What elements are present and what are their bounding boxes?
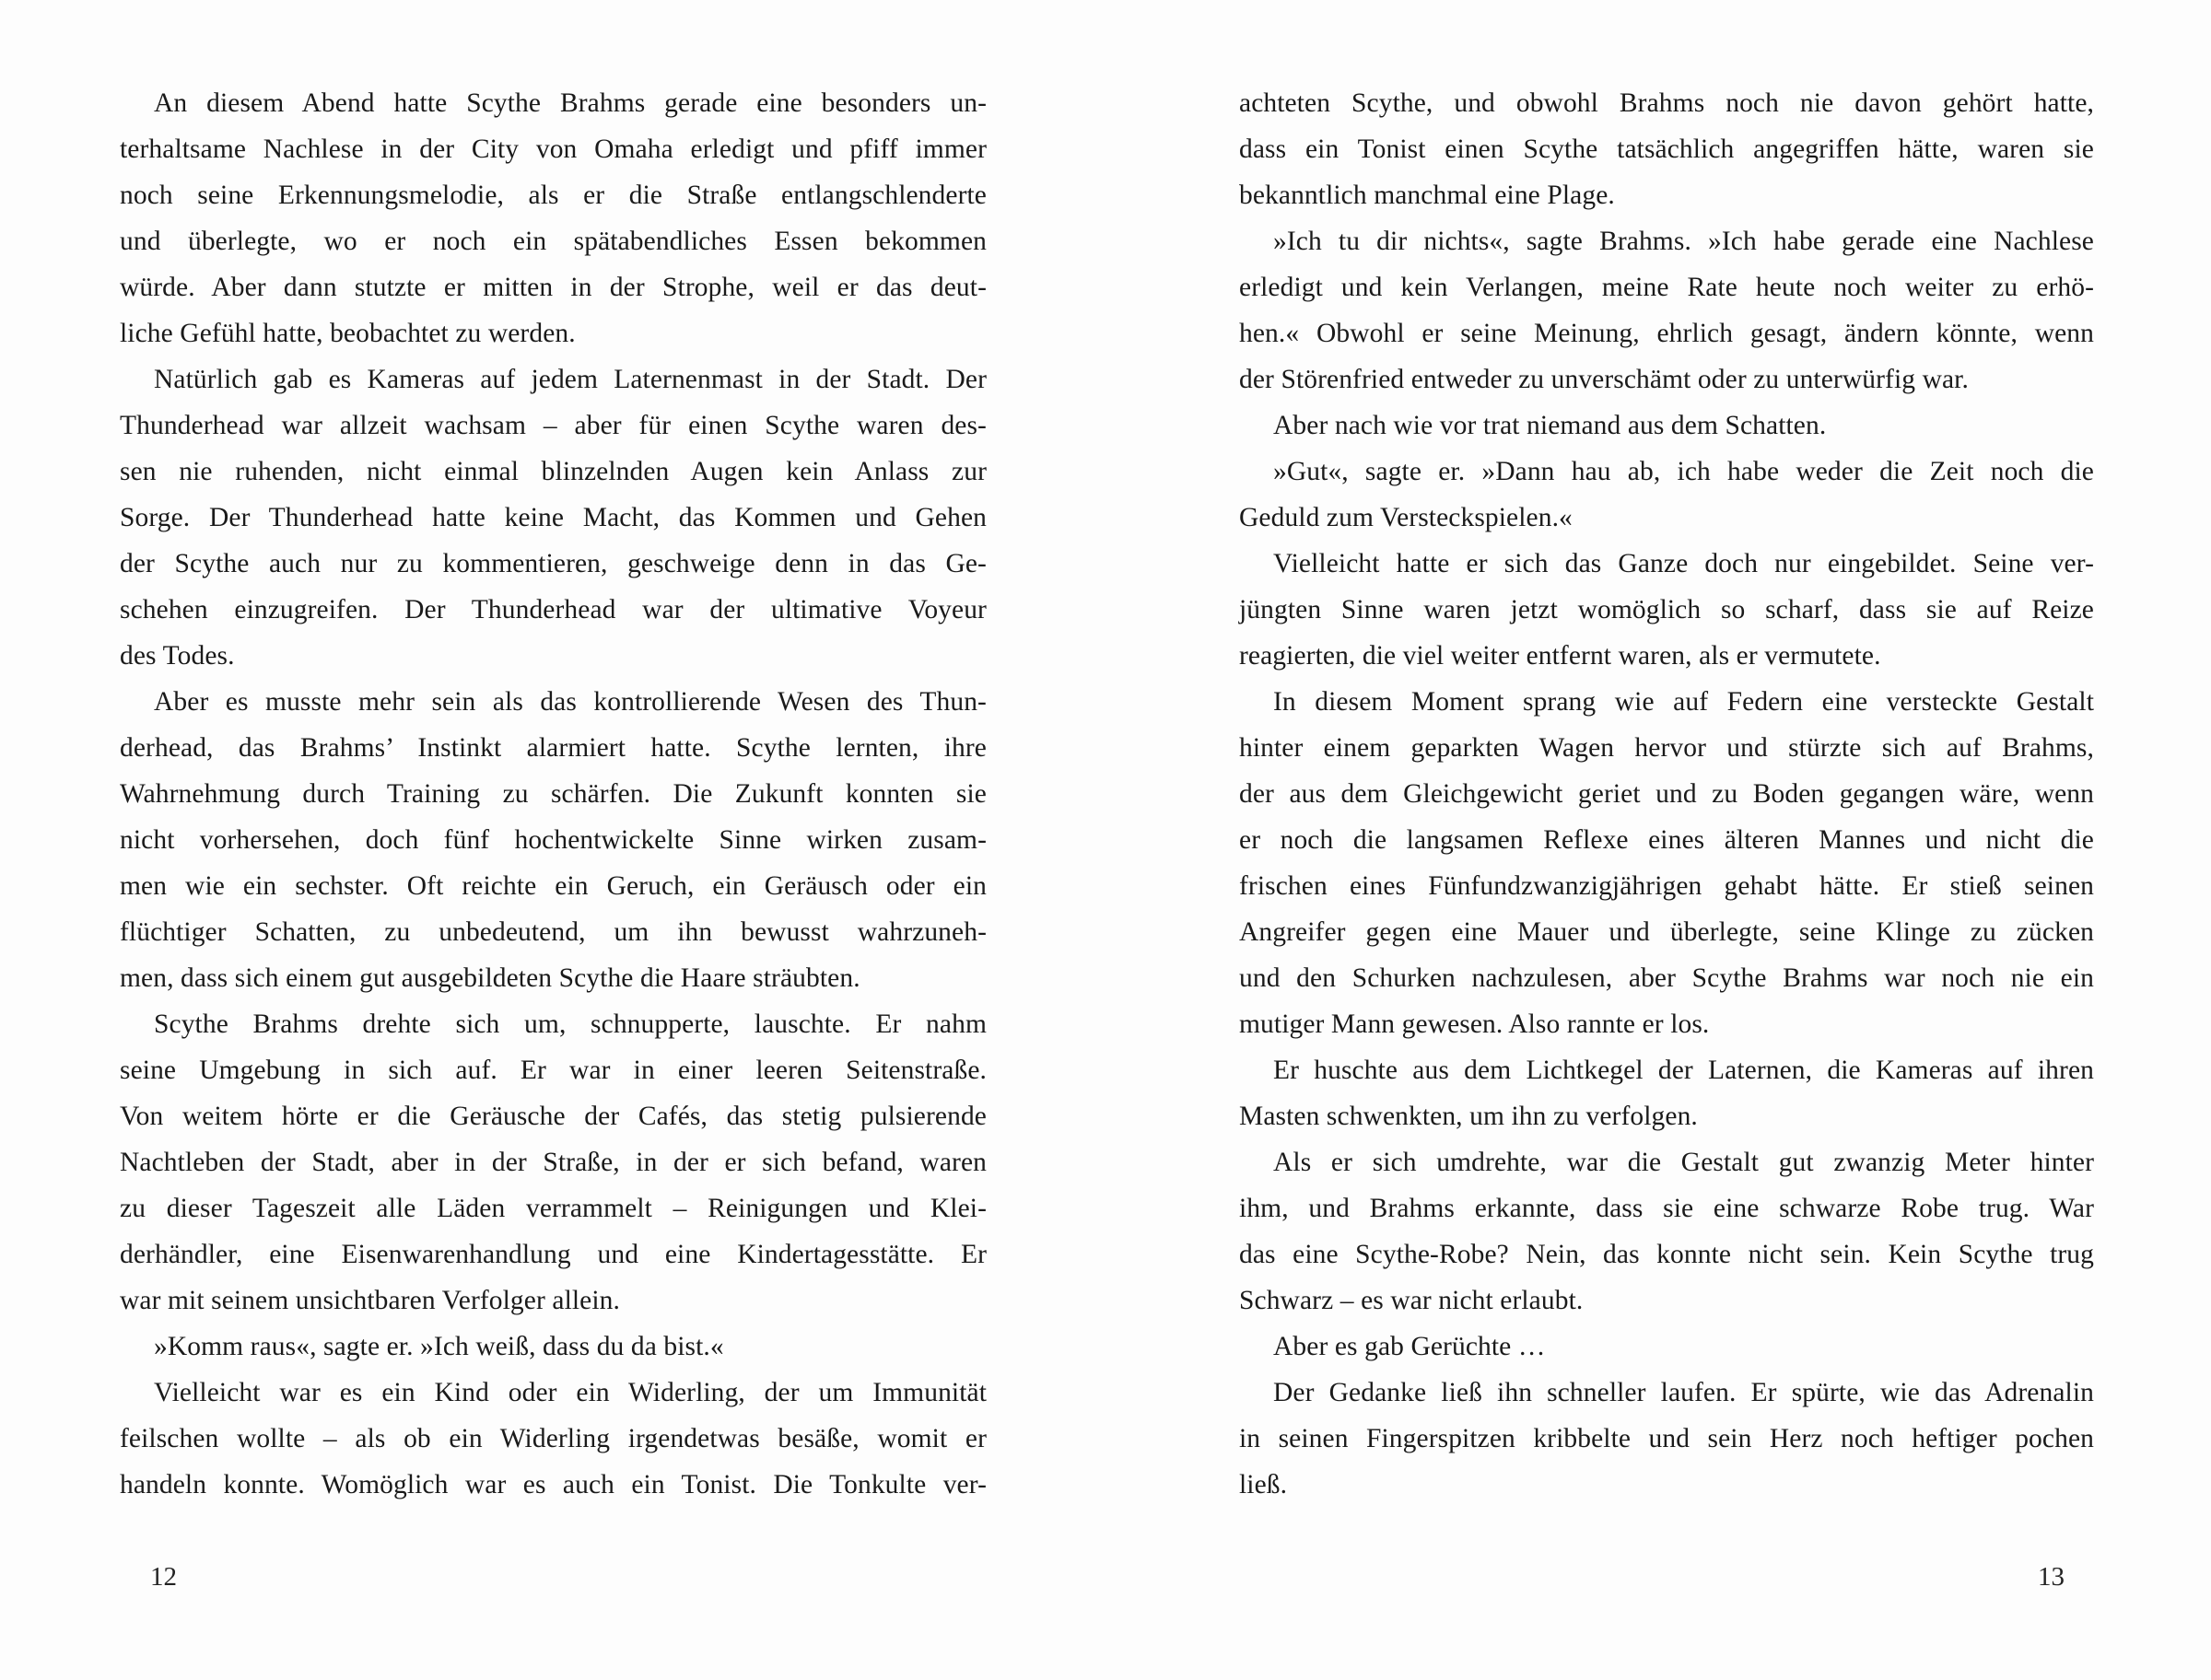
text-line: derhändler, eine Eisenwarenhandlung und eine Kindertagesstätte. Er [120, 1240, 987, 1269]
text-line: Wahrnehmung durch Training zu schärfen. Die Zukunft konnten sie [120, 779, 987, 809]
text-line: »Gut«, sagte er. »Dann hau ab, ich habe weder die Zeit noch die [1273, 457, 2094, 486]
text-line: terhaltsame Nachlese in der City von Omaha erledigt und pfiff immer [120, 134, 987, 164]
text-line: ließ. [1239, 1470, 1288, 1499]
text-line: achteten Scythe, und obwohl Brahms noch nie davon gehört hatte, [1239, 88, 2094, 118]
text-line: und überlegte, wo er noch ein spätabendliches Essen bekommen [120, 227, 987, 256]
text-line: Vielleicht war es ein Kind oder ein Widerling, der um Immunität [154, 1378, 987, 1407]
text-line: ihm, und Brahms erkannte, dass sie eine schwarze Robe trug. War [1239, 1194, 2094, 1223]
text-line: und den Schurken nachzulesen, aber Scythe Brahms war noch nie ein [1239, 963, 2094, 993]
text-line: Schwarz – es war nicht erlaubt. [1239, 1286, 1584, 1315]
text-line: das eine Scythe-Robe? Nein, das konnte nicht sein. Kein Scythe trug [1239, 1240, 2094, 1269]
text-line: men wie ein sechster. Oft reichte ein Geruch, ein Geräusch oder ein [120, 871, 987, 901]
text-line: hen.« Obwohl er seine Meinung, ehrlich gesagt, ändern könnte, wenn [1239, 319, 2094, 348]
text-line: reagierten, die viel weiter entfernt waren, als er vermutete. [1239, 641, 1881, 671]
text-line: flüchtiger Schatten, zu unbedeutend, um ihn bewusst wahrzuneh- [120, 917, 987, 947]
text-line: hinter einem geparkten Wagen hervor und stürzte sich auf Brahms, [1239, 733, 2094, 763]
text-line: Er huschte aus dem Lichtkegel der Laternen, die Kameras auf ihren [1273, 1056, 2094, 1085]
text-line: Masten schwenkten, um ihn zu verfolgen. [1239, 1102, 1698, 1131]
text-line: Geduld zum Versteckspielen.« [1239, 503, 1573, 532]
text-line: Aber nach wie vor trat niemand aus dem Schatten. [1273, 411, 1827, 440]
page-left-text-column [120, 80, 987, 1508]
text-line: nicht vorhersehen, doch fünf hochentwickelte Sinne wirken zusam- [120, 825, 987, 855]
text-line: erledigt und kein Verlangen, meine Rate heute noch weiter zu erhö- [1239, 273, 2094, 302]
text-line: In diesem Moment sprang wie auf Federn eine versteckte Gestalt [1273, 687, 2094, 717]
page-right-text-column [1239, 80, 2094, 1508]
text-line: Nachtleben der Stadt, aber in der Straße, in der er sich befand, waren [120, 1148, 987, 1177]
text-line: Aber es musste mehr sein als das kontrollierende Wesen des Thun- [154, 687, 987, 717]
text-line: würde. Aber dann stutzte er mitten in der Strophe, weil er das deut- [120, 273, 987, 302]
text-line: handeln konnte. Womöglich war es auch ein Tonist. Die Tonkulte ver- [120, 1470, 987, 1499]
text-line: Von weitem hörte er die Geräusche der Cafés, das stetig pulsierende [120, 1102, 987, 1131]
text-line: seine Umgebung in sich auf. Er war in einer leeren Seitenstraße. [120, 1056, 987, 1085]
text-line: schehen einzugreifen. Der Thunderhead war der ultimative Voyeur [120, 595, 987, 624]
text-line: noch seine Erkennungsmelodie, als er die Straße entlangschlenderte [120, 181, 987, 210]
text-line: sen nie ruhenden, nicht einmal blinzelnden Augen kein Anlass zur [120, 457, 987, 486]
text-line: jüngten Sinne waren jetzt womöglich so scharf, dass sie auf Reize [1239, 595, 2094, 624]
text-line: der aus dem Gleichgewicht geriet und zu Boden gegangen wäre, wenn [1239, 779, 2094, 809]
text-line: men, dass sich einem gut ausgebildeten Scythe die Haare sträubten. [120, 963, 860, 993]
text-line: Natürlich gab es Kameras auf jedem Laternenmast in der Stadt. Der [154, 365, 987, 394]
text-line: in seinen Fingerspitzen kribbelte und sein Herz noch heftiger pochen [1239, 1424, 2094, 1453]
text-line: Aber es gab Gerüchte … [1273, 1332, 1546, 1361]
page-number-right: 13 [2038, 1562, 2065, 1592]
text-line: Der Gedanke ließ ihn schneller laufen. Er spürte, wie das Adrenalin [1273, 1378, 2094, 1407]
text-line: der Störenfried entweder zu unverschämt oder zu unterwürfig war. [1239, 365, 1969, 394]
text-line: mutiger Mann gewesen. Also rannte er los. [1239, 1009, 1710, 1039]
text-line: liche Gefühl hatte, beobachtet zu werden. [120, 319, 576, 348]
text-line: Sorge. Der Thunderhead hatte keine Macht, das Kommen und Gehen [120, 503, 987, 532]
text-line: »Ich tu dir nichts«, sagte Brahms. »Ich habe gerade eine Nachlese [1273, 227, 2094, 256]
text-line: An diesem Abend hatte Scythe Brahms gerade eine besonders un- [154, 88, 987, 118]
text-line: feilschen wollte – als ob ein Widerling irgendetwas besäße, womit er [120, 1424, 987, 1453]
text-line: »Komm raus«, sagte er. »Ich weiß, dass du da bist.« [154, 1332, 724, 1361]
page-right [1106, 0, 2211, 1680]
text-line: derhead, das Brahms’ Instinkt alarmiert hatte. Scythe lernten, ihre [120, 733, 987, 763]
text-line: bekanntlich manchmal eine Plage. [1239, 181, 1615, 210]
text-line: der Scythe auch nur zu kommentieren, geschweige denn in das Ge- [120, 549, 987, 578]
text-line: er noch die langsamen Reflexe eines älteren Mannes und nicht die [1239, 825, 2094, 855]
text-line: Vielleicht hatte er sich das Ganze doch nur eingebildet. Seine ver- [1273, 549, 2094, 578]
text-line: war mit seinem unsichtbaren Verfolger allein. [120, 1286, 620, 1315]
text-line: dass ein Tonist einen Scythe tatsächlich angegriffen hätte, waren sie [1239, 134, 2094, 164]
text-line: des Todes. [120, 641, 235, 671]
text-line: zu dieser Tageszeit alle Läden verrammelt – Reinigungen und Klei- [120, 1194, 987, 1223]
text-line: Thunderhead war allzeit wachsam – aber für einen Scythe waren des- [120, 411, 987, 440]
page-number-left: 12 [150, 1562, 177, 1592]
text-line: Scythe Brahms drehte sich um, schnupperte, lauschte. Er nahm [154, 1009, 987, 1039]
text-line: Angreifer gegen eine Mauer und überlegte, seine Klinge zu zücken [1239, 917, 2094, 947]
text-line: Als er sich umdrehte, war die Gestalt gut zwanzig Meter hinter [1273, 1148, 2094, 1177]
text-line: frischen eines Fünfundzwanzigjährigen gehabt hätte. Er stieß seinen [1239, 871, 2094, 901]
